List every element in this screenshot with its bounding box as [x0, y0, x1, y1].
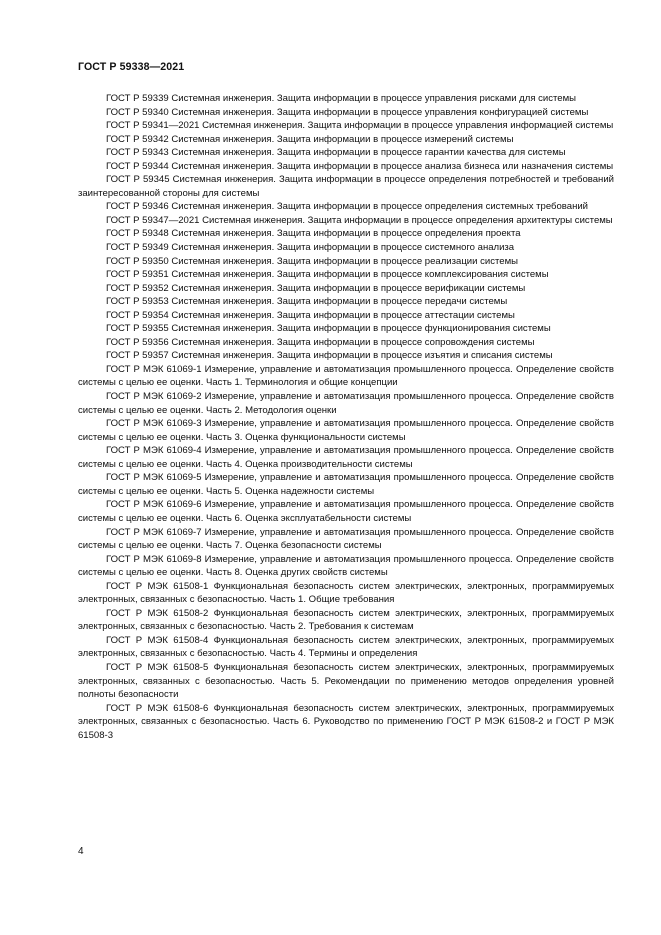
reference-item: ГОСТ Р 59344 Системная инженерия. Защита информации в процессе анализа бизнеса или назначения системы — [106, 160, 614, 172]
reference-item: ГОСТ Р МЭК 61069-8 Измерение, управление и автоматизация промышленного процесса. Определение свойств системы с целью ее оценки. Часть 8. Оценка других свойств системы — [78, 553, 614, 579]
reference-item: ГОСТ Р 59356 Системная инженерия. Защита информации в процессе сопровождения системы — [106, 336, 535, 348]
reference-item: ГОСТ Р МЭК 61069-1 Измерение, управление и автоматизация промышленного процесса. Определение свойств системы с целью ее оценки. Часть 1. Терминология и общие концепции — [78, 363, 614, 389]
reference-item: ГОСТ Р 59351 Системная инженерия. Защита информации в процессе комплексирования системы — [106, 269, 549, 281]
reference-item: ГОСТ Р МЭК 61069-3 Измерение, управление и автоматизация промышленного процесса. Определение свойств системы с целью ее оценки. Часть 3. Оценка функциональности системы — [78, 418, 614, 443]
reference-item: ГОСТ Р 59352 Системная инженерия. Защита информации в процессе верификации системы — [106, 282, 526, 294]
reference-item: ГОСТ Р 59345 Системная инженерия. Защита информации в процессе определения потребностей и требований заинтересованной стороны для системы — [78, 174, 614, 199]
reference-item: ГОСТ Р МЭК 61508-2 Функциональная безопасность систем электрических, электронных, программируемых электронных, связанных с безопасностью. Часть 2. Требования к системам — [78, 607, 614, 633]
reference-item: ГОСТ Р 59353 Системная инженерия. Защита информации в процессе передачи системы — [106, 296, 508, 308]
reference-item: ГОСТ Р МЭК 61069-2 Измерение, управление и автоматизация промышленного процесса. Определение свойств системы с целью ее оценки. Часть 2. Методология оценки — [78, 391, 614, 416]
reference-item: ГОСТ Р 59339 Системная инженерия. Защита информации в процессе управления рисками для системы — [106, 93, 577, 104]
reference-item: ГОСТ Р МЭК 61069-5 Измерение, управление и автоматизация промышленного процесса. Определение свойств системы с целью ее оценки. Часть 5. Оценка надежности системы — [78, 472, 614, 497]
reference-item: ГОСТ Р 59348 Системная инженерия. Защита информации в процессе определения проекта — [106, 228, 521, 240]
reference-item: ГОСТ Р МЭК 61069-4 Измерение, управление и автоматизация промышленного процесса. Определение свойств системы с целью ее оценки. Часть 4. Оценка производительности системы — [78, 445, 614, 470]
reference-item: ГОСТ Р МЭК 61508-6 Функциональная безопасность систем электрических, электронных, программируемых электронных, связанных с безопасностью. Часть 6. Руководство по применению ГОСТ Р МЭК 61508-2 и ГОСТ Р МЭК 61508-3 — [78, 702, 614, 741]
reference-item: ГОСТ Р 59347—2021 Системная инженерия. Защита информации в процессе определения архитектуры системы — [106, 214, 613, 226]
reference-item: ГОСТ Р МЭК 61508-4 Функциональная безопасность систем электрических, электронных, программируемых электронных, связанных с безопасностью. Часть 4. Термины и определения — [78, 634, 614, 660]
reference-list — [78, 92, 614, 742]
reference-item: ГОСТ Р 59357 Системная инженерия. Защита информации в процессе изъятия и списания системы — [106, 350, 553, 362]
reference-item: ГОСТ Р 59342 Системная инженерия. Защита информации в процессе измерений системы — [106, 133, 514, 145]
reference-item: ГОСТ Р 59354 Системная инженерия. Защита информации в процессе аттестации системы — [106, 309, 515, 321]
reference-item: ГОСТ Р 59343 Системная инженерия. Защита информации в процессе гарантии качества для системы — [106, 147, 566, 159]
reference-item: ГОСТ Р МЭК 61069-6 Измерение, управление и автоматизация промышленного процесса. Определение свойств системы с целью ее оценки. Часть 6. Оценка эксплуатабельности системы — [78, 499, 614, 524]
reference-item: ГОСТ Р МЭК 61069-7 Измерение, управление и автоматизация промышленного процесса. Определение свойств системы с целью ее оценки. Часть 7. Оценка безопасности системы — [78, 526, 614, 552]
reference-item: ГОСТ Р 59340 Системная инженерия. Защита информации в процессе управления конфигурацией системы — [106, 106, 589, 118]
reference-item: ГОСТ Р 59346 Системная инженерия. Защита информации в процессе определения системных требований — [106, 201, 589, 213]
reference-item: ГОСТ Р МЭК 61508-5 Функциональная безопасность систем электрических, электронных, программируемых электронных, связанных с безопасностью. Часть 5. Рекомендации по применению методов определения уровней полноты безопасности — [78, 661, 614, 701]
reference-item: ГОСТ Р 59349 Системная инженерия. Защита информации в процессе системного анализа — [106, 242, 515, 254]
reference-item: ГОСТ Р 59355 Системная инженерия. Защита информации в процессе функционирования системы — [106, 323, 551, 335]
reference-item: ГОСТ Р 59341—2021 Системная инженерия. Защита информации в процессе управления информацией системы — [106, 120, 614, 132]
reference-item: ГОСТ Р 59350 Системная инженерия. Защита информации в процессе реализации системы — [106, 255, 518, 267]
reference-item: ГОСТ Р МЭК 61508-1 Функциональная безопасность систем электрических, электронных, программируемых электронных, связанных с безопасностью. Часть 1. Общие требования — [78, 580, 614, 606]
page-number: 4 — [78, 846, 84, 857]
standard-header: ГОСТ Р 59338—2021 — [78, 61, 185, 73]
